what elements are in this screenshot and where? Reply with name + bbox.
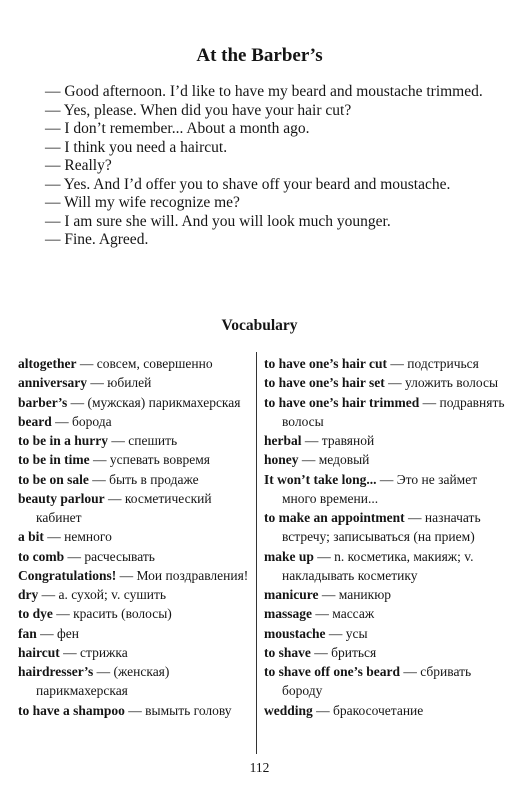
vocab-term: to shave (264, 644, 311, 660)
page-title: At the Barber’s (196, 45, 323, 66)
vocab-entry (18, 662, 253, 701)
vocab-entry (264, 643, 509, 662)
vocab-entry (264, 354, 509, 373)
vocab-definition: — юбилей (87, 375, 152, 391)
dialogue-line: — Will my wife recognize me? (45, 194, 240, 211)
vocab-definition: — назначать встречу; записываться (на прием) (282, 510, 481, 545)
vocab-definition: — успевать вовремя (89, 452, 211, 468)
vocab-term: haircut (18, 644, 60, 660)
vocab-entry (18, 489, 253, 528)
vocab-term: to have one’s hair set (264, 375, 385, 391)
vocab-definition: — (мужская) парикмахерская (67, 394, 241, 410)
vocab-entry (264, 393, 509, 432)
vocab-entry (264, 373, 509, 392)
vocab-definition: — бриться (310, 644, 377, 660)
vocabulary-right-column (264, 354, 509, 720)
vocab-entry (18, 393, 253, 412)
vocab-definition: — a. сухой; v. сушить (38, 587, 167, 602)
vocab-entry (18, 566, 253, 585)
vocab-definition: — борода (51, 413, 112, 429)
vocab-term: It won’t take long... (264, 471, 377, 487)
vocab-entry (18, 373, 253, 392)
vocab-definition: — расчесывать (64, 548, 155, 564)
vocab-definition: — вымыть голову (124, 702, 232, 718)
vocab-entry (18, 354, 253, 373)
vocab-term: wedding (264, 702, 313, 718)
vocab-term: moustache (264, 625, 326, 641)
vocab-entry (18, 547, 253, 566)
vocab-term: to be in time (18, 452, 90, 468)
vocab-term: make up (264, 548, 314, 564)
vocab-definition: — медовый (298, 452, 370, 468)
dialogue-line: — Yes. And I’d offer you to shave off your beard and moustache. (45, 175, 451, 193)
vocab-term: manicure (264, 587, 319, 602)
vocab-term: fan (18, 625, 37, 641)
vocab-term: a bit (18, 529, 44, 545)
vocab-entry (264, 508, 509, 547)
vocab-definition: — сбривать бороду (282, 664, 472, 699)
vocab-term: Congratulations! (18, 567, 117, 583)
vocab-definition: — (женская) парикмахерская (36, 664, 170, 699)
vocab-entry (264, 547, 509, 586)
vocab-entry (264, 701, 509, 720)
vocab-definition: — травяной (301, 433, 375, 448)
vocab-definition: — спешить (108, 433, 178, 448)
column-divider (256, 352, 257, 754)
vocab-definition: — подстричься (387, 356, 479, 371)
vocab-entry (264, 604, 509, 623)
vocab-entry (18, 604, 253, 623)
vocab-entry (18, 527, 253, 546)
vocab-term: to have one’s hair cut (264, 356, 387, 371)
vocabulary-left-column (18, 354, 253, 720)
vocab-definition: — n. косметика, макияж; v. накладывать косметику (282, 548, 474, 583)
vocab-definition: — бракосочетание (312, 702, 424, 718)
vocab-term: to be in a hurry (18, 433, 109, 448)
vocab-definition: — Мои поздравления! (116, 567, 249, 583)
vocab-entry (18, 701, 253, 720)
dialogue-line: — Yes, please. When did you have your hair cut? (45, 101, 352, 119)
vocab-entry (264, 431, 509, 450)
vocab-definition: — подравнять волосы (282, 394, 505, 429)
vocab-definition: — массаж (312, 606, 375, 622)
vocab-definition: — уложить волосы (384, 375, 499, 391)
vocab-definition: — совсем, совершенно (76, 356, 213, 371)
vocab-entry (18, 643, 253, 662)
vocab-term: to have one’s hair trimmed (264, 394, 420, 410)
vocab-term: barber’s (18, 394, 68, 410)
vocab-definition: — стрижка (59, 644, 128, 660)
vocab-term: to dye (18, 606, 53, 622)
vocab-term: massage (264, 606, 312, 622)
dialogue-line: — Really? (45, 157, 112, 174)
vocab-term: beard (18, 413, 52, 429)
vocab-definition: — немного (43, 529, 112, 545)
dialogue (45, 83, 495, 250)
vocab-term: to shave off one’s beard (264, 664, 400, 679)
vocab-definition: — косметический кабинет (36, 490, 212, 525)
vocab-entry (264, 470, 509, 509)
vocab-term: honey (264, 452, 299, 468)
vocab-entry (18, 470, 253, 489)
vocab-definition: — быть в продаже (88, 471, 199, 487)
vocab-term: anniversary (18, 375, 87, 391)
vocab-term: to have a shampoo (18, 702, 125, 718)
vocabulary-heading: Vocabulary (221, 317, 298, 334)
vocab-term: herbal (264, 433, 302, 448)
vocab-term: hairdresser’s (18, 664, 94, 679)
vocab-entry (18, 450, 253, 469)
vocab-term: dry (18, 587, 39, 602)
vocab-entry (264, 662, 509, 701)
vocab-term: altogether (18, 356, 77, 371)
dialogue-line: — I don’t remember... About a month ago. (45, 120, 310, 137)
page-number: 112 (249, 760, 270, 775)
vocab-definition: — усы (325, 625, 368, 641)
vocab-term: beauty parlour (18, 490, 105, 506)
vocab-definition: — Это не займет много времени... (282, 471, 478, 506)
vocab-term: to be on sale (18, 471, 89, 487)
vocab-definition: — фен (36, 625, 79, 641)
dialogue-line: — I am sure she will. And you will look much younger. (45, 212, 391, 230)
vocab-entry (18, 585, 253, 604)
vocab-term: to make an appointment (264, 510, 405, 525)
vocab-entry (18, 624, 253, 643)
vocab-entry (18, 412, 253, 431)
vocab-definition: — маникюр (318, 587, 392, 602)
dialogue-line: — Good afternoon. I’d like to have my beard and moustache trimmed. (45, 83, 483, 100)
vocab-term: to comb (18, 548, 65, 564)
vocab-definition: — красить (волосы) (52, 606, 172, 622)
dialogue-line: — Fine. Agreed. (45, 231, 149, 248)
vocab-entry (264, 624, 509, 643)
dialogue-line: — I think you need a haircut. (45, 138, 228, 156)
vocab-entry (264, 450, 509, 469)
vocab-entry (18, 431, 253, 450)
vocab-entry (264, 585, 509, 604)
